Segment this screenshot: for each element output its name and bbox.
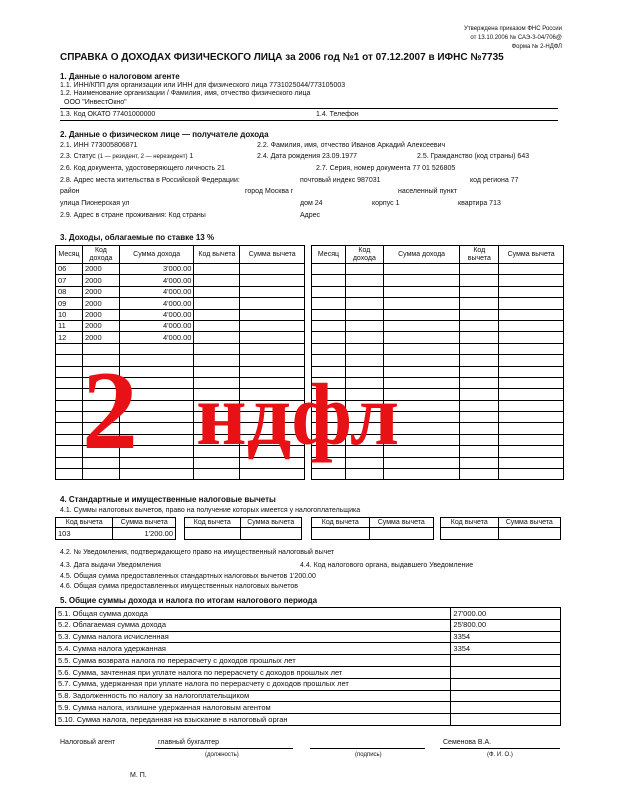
section5-title: 5. Общие суммы дохода и налога по итогам налогового периода [60,596,318,605]
table-row [312,309,564,320]
region-code: код региона 77 [470,177,519,184]
flat: квартира 713 [458,200,501,207]
table-row [312,286,564,297]
signer-name: Семенова В.А. [443,739,492,746]
okato: 1.3. Код ОКАТО 77401000000 [60,111,156,118]
address-label: 2.8. Адрес места жительства в Российской Федерации: [60,177,240,184]
col-income-sum: Сумма дохода [383,246,460,264]
table-row: 06 2000 3'000.00 [56,264,305,275]
doc-series: 2.7. Серия, номер документа 77 01 526805 [316,165,456,172]
form-number: Форма № 2-НДФЛ [511,44,562,50]
agent-name-label: 1.2. Наименование организации / Фамилия, имя, отчество физического лица [60,90,311,97]
table-row: 5.5. Сумма возврата налога по перерасчету с доходов прошлых лет [56,655,561,667]
foreign-country: 2.9. Адрес в стране проживания: Код страны [60,212,206,219]
agent-name: ООО "ИнвестОкно" [64,99,127,106]
table-row [312,343,564,354]
locality: населенный пункт [398,188,458,195]
col-income-code: Код дохода [345,246,383,264]
doc-code: 2.6. Код документа, удостоверяющего личность 21 [60,165,225,172]
section4-title: 4. Стандартные и имущественные налоговые вычеты [60,495,276,504]
col-deduction-code: Код вычета [460,246,499,264]
col-month: Месяц [56,246,83,264]
postcode: почтовый индекс 987031 [300,177,381,184]
col-income-sum: Сумма дохода [119,246,194,264]
table-row: 07 2000 4'000.00 [56,275,305,286]
signature-caption: (подпись) [355,752,382,758]
col-month: Месяц [312,246,346,264]
approval-order: от 13.10.2006 № САЭ-3-04/706@ [470,35,562,41]
table-row [312,275,564,286]
table-row [312,298,564,309]
table-row: 12 2000 4'000.00 [56,332,305,343]
house: дом 24 [300,200,323,207]
stamp-number: 2 [82,349,138,473]
table-row [312,469,564,480]
position-caption: (должность) [205,752,239,758]
col-income-code: Код дохода [82,246,119,264]
deduction-table-4: Код вычета Сумма вычета [440,517,561,540]
table-row: 5.8. Задолженность по налогу за налогоплательщиком [56,690,561,702]
section2-title: 2. Данные о физическом лице — получателе дохода [60,130,269,139]
seal-mark: М. П. [130,772,147,779]
col-deduction-sum: Сумма вычета [499,246,564,264]
person-inn: 2.1. ИНН 773005806871 [60,142,138,149]
property-deductions-total: 4.6. Общая сумма предоставленных имущественных налоговых вычетов [60,583,298,590]
table-row: 5.4. Сумма налога удержанная 3354 [56,643,561,655]
deduction-code: 103 [56,528,113,539]
table-row: 09 2000 4'000.00 [56,298,305,309]
agent-phone: 1.4. Телефон [316,111,359,118]
table-row: 5.3. Сумма налога исчисленная 3354 [56,631,561,643]
signer-position: главный бухгалтер [158,739,219,746]
deduction-table-1: Код вычета Сумма вычета 103 1'200.00 [55,517,176,540]
city: город Москва г [245,188,294,195]
approval-line: Утверждена приказом ФНС России [464,26,562,32]
table-row [312,320,564,331]
deduction-table-3: Код вычета Сумма вычета [311,517,434,540]
table-row [312,264,564,275]
table-row: 5.7. Сумма, удержанная при уплате налога по перерасчету с доходов прошлых лет [56,678,561,690]
table-row: 5.6. Сумма, зачтенная при уплате налога по перерасчету с доходов прошлых лет [56,666,561,678]
col-deduction-sum: Сумма вычета [240,246,305,264]
deduction-sum: 1'200.00 [113,528,176,539]
table-row [312,332,564,343]
standard-deductions-total: 4.5. Общая сумма предоставленных стандартных налоговых вычетов 1'200.00 [60,573,316,580]
table-row: 08 2000 4'000.00 [56,286,305,297]
agent-inn: 1.1. ИНН/КПП для организации или ИНН для физического лица 7731025044/773105003 [60,82,346,89]
table-row: 10 2000 4'000.00 [56,309,305,320]
street: улица Пионерская ул [60,200,130,207]
deductions-label: 4.1. Суммы налоговых вычетов, право на получение которых имеется у налогоплательщика [60,507,361,514]
fio-caption: (Ф. И. О.) [487,752,513,758]
deduction-table-2: Код вычета Сумма вычета [184,517,302,540]
table-row: 11 2000 4'000.00 [56,320,305,331]
notice-number: 4.2. № Уведомления, подтверждающего право на имущественный налоговый вычет [60,549,335,556]
table-row: 5.2. Облагаемая сумма дохода 25'800.00 [56,619,561,631]
notice-authority: 4.4. Код налогового органа, выдавшего Уведомление [300,562,474,569]
agent-label: Налоговый агент [60,739,116,746]
person-fio: 2.2. Фамилия, имя, отчество Иванов Аркадий Алексеевич [257,142,446,149]
page-title: СПРАВКА О ДОХОДАХ ФИЗИЧЕСКОГО ЛИЦА за 2006 год №1 от 07.12.2007 в ИФНС №7735 [60,52,504,63]
foreign-address: Адрес [300,212,321,219]
col-deduction-code: Код вычета [194,246,240,264]
district: район [60,188,80,195]
person-birthdate: 2.4. Дата рождения 23.09.1977 [257,153,357,160]
notice-date: 4.3. Дата выдачи Уведомления [60,562,161,569]
person-status: 2.3. Статус (1 — резидент, 2 — нерезидент) 1 [60,153,194,160]
section3-title: 3. Доходы, облагаемые по ставке 13 % [60,233,215,242]
section1-title: 1. Данные о налоговом агенте [60,72,180,81]
table-row: 5.1. Общая сумма дохода 27'000.00 [56,608,561,620]
stamp-text: ндфл [196,367,400,464]
table-row [312,355,564,366]
korpus: корпус 1 [372,200,400,207]
totals-table [55,607,561,726]
person-citizenship: 2.5. Гражданство (код страны) 643 [417,153,530,160]
table-row: 5.10. Сумма налога, переданная на взыскание в налоговый орган [56,714,561,726]
table-row: 5.9. Сумма налога, излишне удержанная налоговым агентом [56,702,561,714]
